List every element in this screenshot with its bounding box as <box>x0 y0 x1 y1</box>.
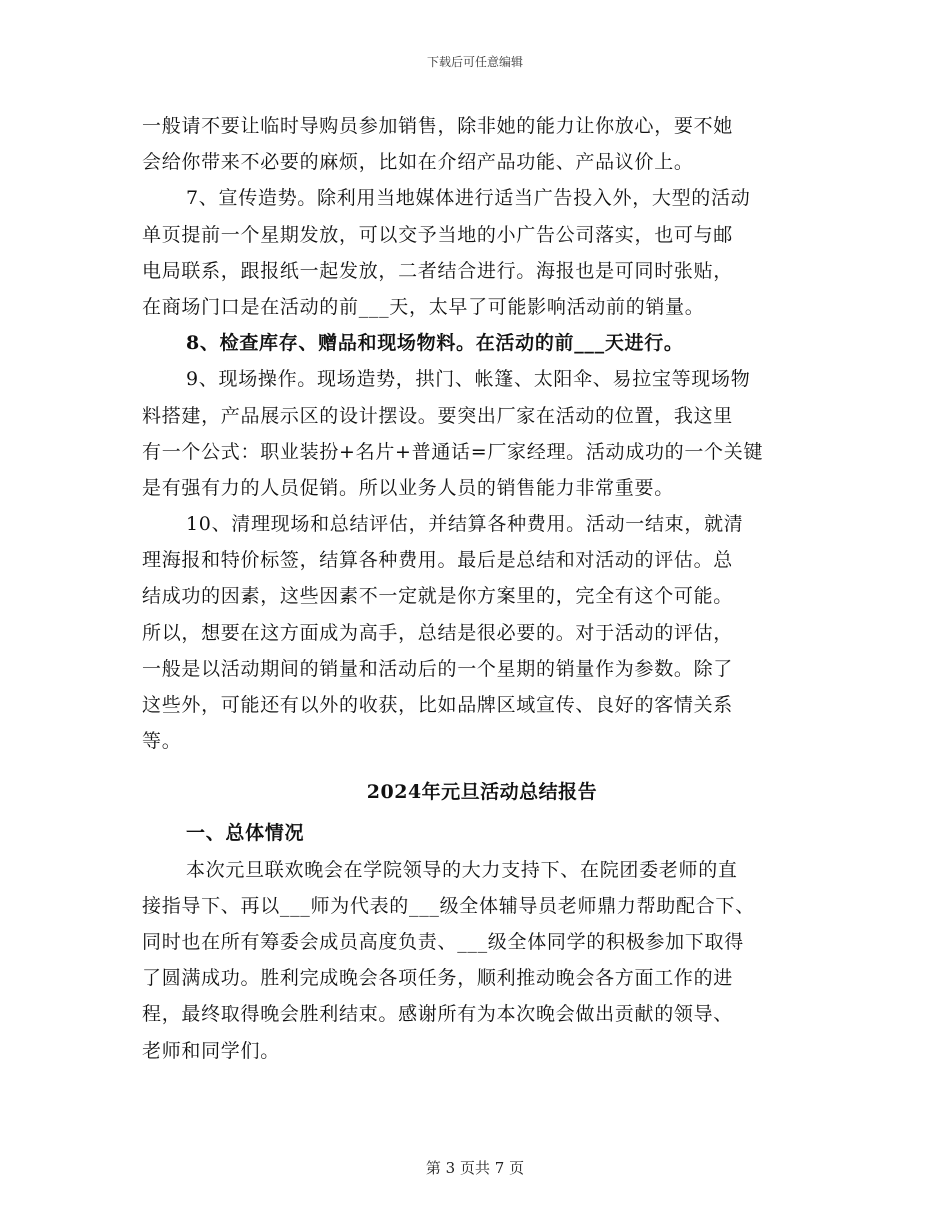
body-line: 接指导下、再以___师为代表的___级全体辅导员老师鼎力帮助配合下、 <box>142 894 755 917</box>
body-line: 在商场门口是在活动的前___天，太早了可能影响活动前的销量。 <box>142 295 705 318</box>
body-line: 所以，想要在这方面成为高手，总结是很必要的。对于活动的评估， <box>142 621 734 644</box>
document-body <box>142 108 822 1069</box>
body-line: 理海报和特价标签，结算各种费用。最后是总结和对活动的评估。总 <box>142 549 734 572</box>
body-line: 老师和同学们。 <box>142 1039 280 1062</box>
body-line: 一般请不要让临时导购员参加销售，除非她的能力让你放心，要不她 <box>142 115 734 137</box>
body-line: 是有强有力的人员促销。所以业务人员的销售能力非常重要。 <box>142 476 674 499</box>
body-line: 程，最终取得晚会胜利结束。感谢所有为本次晚会做出贡献的领导、 <box>142 1003 734 1026</box>
section-heading: 一、总体情况 <box>186 822 305 845</box>
body-line: 料搭建，产品展示区的设计摆设。要突出厂家在活动的位置，我这里 <box>142 404 734 427</box>
body-line: 同时也在所有筹委会成员高度负责、___级全体同学的积极参加下取得 <box>142 930 744 953</box>
page-footer: 第 3 页共 7 页 <box>425 1159 525 1177</box>
body-line: 10、清理现场和总结评估，并结算各种费用。活动一结束，就清 <box>186 513 744 536</box>
body-line-bold: 8、检查库存、赠品和现场物料。在活动的前___天进行。 <box>186 332 684 355</box>
body-line: 7、宣传造势。除利用当地媒体进行适当广告投入外，大型的活动 <box>186 187 751 210</box>
body-line: 了圆满成功。胜利完成晚会各项任务，顺利推动晚会各方面工作的进 <box>142 967 734 990</box>
body-line: 9、现场操作。现场造势，拱门、帐篷、太阳伞、易拉宝等现场物 <box>186 368 751 391</box>
report-title: 2024年元旦活动总结报告 <box>366 781 598 804</box>
body-line: 电局联系，跟报纸一起发放，二者结合进行。海报也是可同时张贴， <box>142 259 734 282</box>
body-line: 本次元旦联欢晚会在学院领导的大力支持下、在院团委老师的直 <box>186 858 738 881</box>
body-line: 一般是以活动期间的销量和活动后的一个星期的销量作为参数。除了 <box>142 657 734 680</box>
body-line: 这些外，可能还有以外的收获，比如品牌区域宣传、良好的客情关系 <box>142 694 734 716</box>
header-note: 下载后可任意编辑 <box>426 55 523 69</box>
body-line: 等。 <box>142 730 182 753</box>
body-line: 有一个公式：职业装扮+名片+普通话=厂家经理。活动成功的一个关键 <box>142 440 764 463</box>
body-line: 单页提前一个星期发放，可以交予当地的小广告公司落实，也可与邮 <box>142 223 734 246</box>
body-line: 结成功的因素，这些因素不一定就是你方案里的，完全有这个可能。 <box>142 585 734 608</box>
body-line: 会给你带来不必要的麻烦，比如在介绍产品功能、产品议价上。 <box>142 151 694 174</box>
